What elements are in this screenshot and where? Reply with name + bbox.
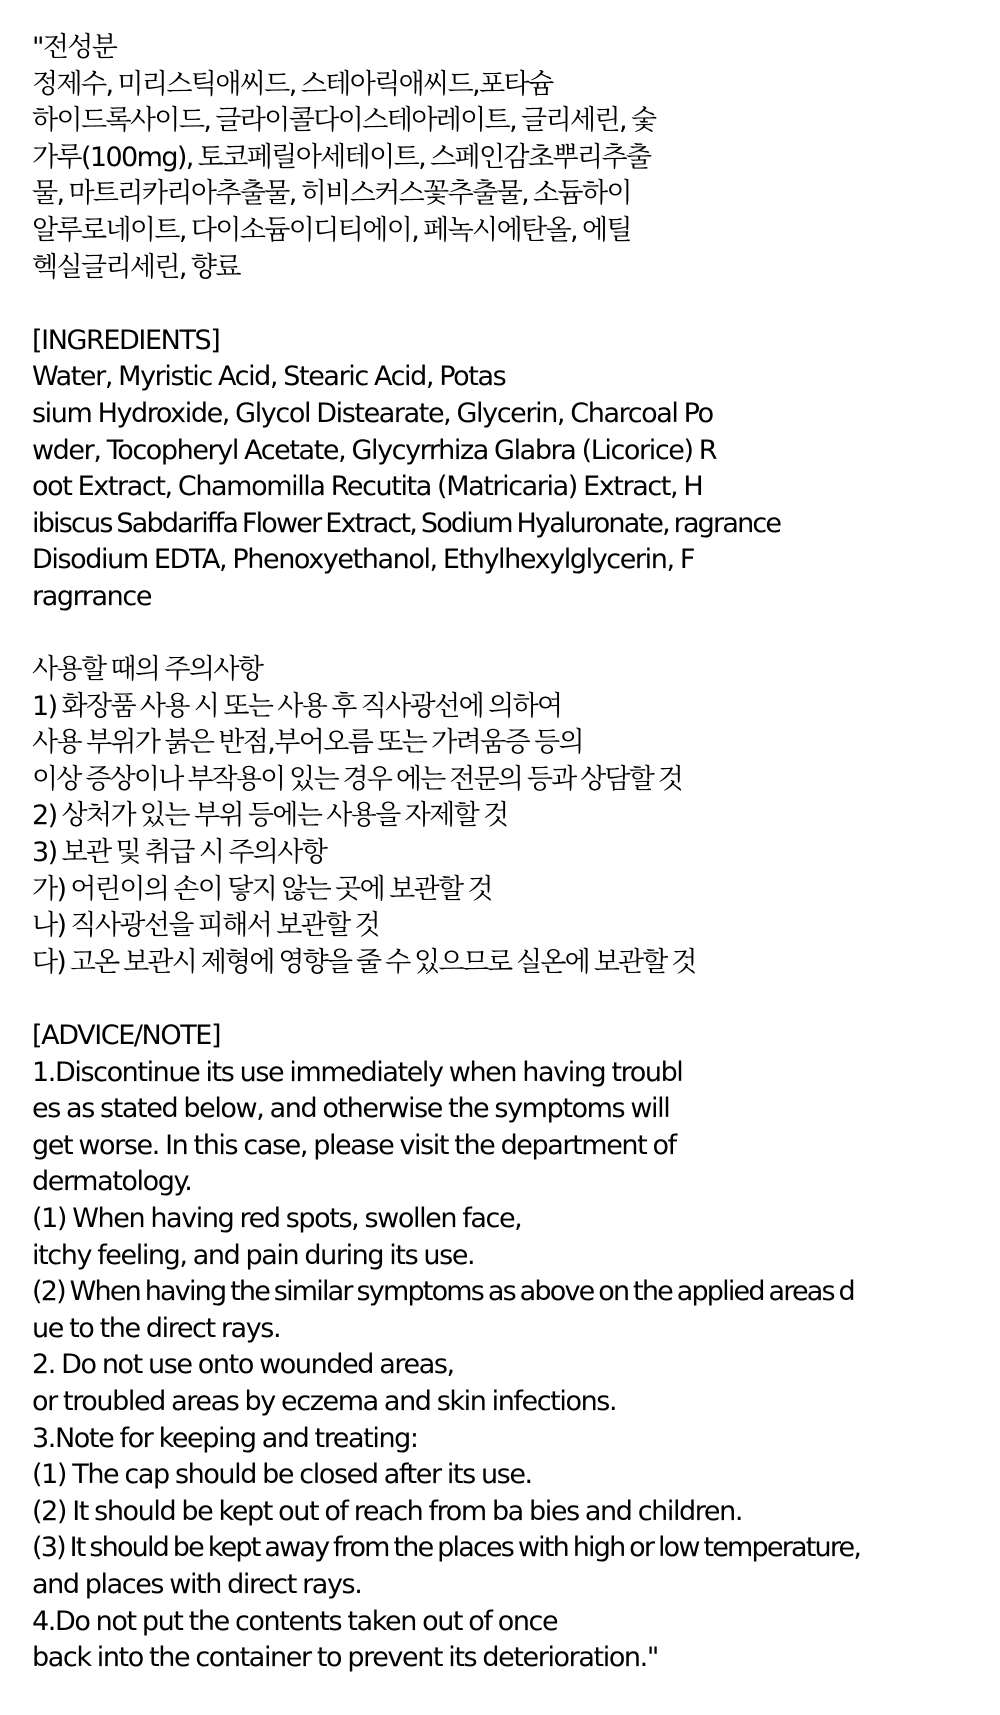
advice-english-line: (3) It should be kept away from the places with high or low temperature, [32,1532,861,1564]
section-spacer [32,286,980,323]
ingredients-english-line: Water, Myristic Acid, Stearic Acid, Potas [32,361,506,393]
precautions-korean-line: 3) 보관 및 취급 시 주의사항 [32,837,327,869]
precautions-korean-line: 2) 상처가 있는 부위 등에는 사용을 자제할 것 [32,800,508,832]
ingredients-english-line: wder, Tocopheryl Acetate, Glycyrrhiza Glabra (Licorice) R [32,434,717,466]
advice-english-line: 2. Do not use onto wounded areas, [32,1349,454,1381]
ingredients-korean-line: 가루(100mg), 토코페릴아세테이트, 스페인감초뿌리추출 [32,141,651,173]
advice-english-heading: [ADVICE/NOTE] [32,1020,221,1052]
advice-english-line: 4.Do not put the contents taken out of once [32,1605,558,1637]
ingredients-korean-line: 하이드록사이드, 글라이콜다이스테아레이트, 글리세린, 숯 [32,105,656,137]
ingredients-english-line: ibiscus Sabdariffa Flower Extract, Sodium Hyaluronate, ragrance [32,507,781,539]
precautions-korean-line: 1) 화장품 사용 시 또는 사용 후 직사광선에 의하여 [32,690,562,722]
ingredients-korean-line: 물, 마트리카리아추출물, 히비스커스꽃추출물, 소듐하이 [32,178,631,210]
precautions-korean-line: 이상 증상이나 부작용이 있는 경우 에는 전문의 등과 상담할 것 [32,763,683,795]
advice-english-line: (1) The cap should be closed after its use. [32,1459,532,1491]
precautions-korean-line: 사용 부위가 붉은 반점,부어오름 또는 가려움증 등의 [32,727,583,759]
precautions-korean-line: 가) 어린이의 손이 닿지 않는 곳에 보관할 것 [32,873,493,905]
ingredients-korean-section [32,30,980,286]
advice-english-line: get worse. In this case, please visit the department of [32,1129,676,1161]
ingredients-english-line: sium Hydroxide, Glycol Distearate, Glycerin, Charcoal Po [32,397,713,429]
section-spacer [32,981,980,1018]
advice-english-line: 3.Note for keeping and treating: [32,1422,418,1454]
advice-english-line: (2) It should be kept out of reach from ba bies and children. [32,1495,743,1527]
ingredients-english-line: Disodium EDTA, Phenoxyethanol, Ethylhexylglycerin, F [32,544,694,576]
advice-english-line: 1.Discontinue its use immediately when having troubl [32,1056,683,1088]
advice-english-line: (1) When having red spots, swollen face, [32,1203,522,1234]
ingredients-korean-line: 정제수, 미리스틱애씨드, 스테아릭애씨드,포타슘 [32,68,553,100]
advice-english-line: or troubled areas by eczema and skin infections. [32,1385,617,1417]
advice-english-line: back into the container to prevent its deterioration." [32,1642,658,1674]
advice-english-line: and places with direct rays. [32,1568,362,1600]
ingredients-korean-heading: "전성분 [32,32,117,63]
advice-english-line: itchy feeling, and pain during its use. [32,1239,475,1271]
ingredients-english-line: oot Extract, Chamomilla Recutita (Matricaria) Extract, H [32,471,703,503]
advice-english-line: (2) When having the similar symptoms as above on the applied areas d [32,1276,854,1308]
advice-english-line: es as stated below, and otherwise the symptoms will [32,1093,670,1125]
section-spacer [32,616,980,653]
precautions-korean-line: 다) 고온 보관시 제형에 영향을 줄 수 있으므로 실온에 보관할 것 [32,946,696,978]
advice-english-line: ue to the direct rays. [32,1312,281,1344]
precautions-korean-section [32,652,980,981]
ingredients-english-section [32,323,980,616]
advice-english-section [32,1018,980,1677]
advice-english-line: dermatology. [32,1166,192,1198]
precautions-korean-line: 나) 직사광선을 피해서 보관할 것 [32,910,380,942]
ingredients-korean-line: 알루로네이트, 다이소듐이디티에이, 페녹시에탄올, 에틸 [32,214,631,246]
ingredients-english-line: ragrrance [32,580,152,612]
precautions-korean-heading: 사용할 때의 주의사항 [32,654,263,686]
ingredients-english-heading: [INGREDIENTS] [32,324,220,356]
ingredients-korean-line: 헥실글리세린, 향료 [32,251,240,283]
